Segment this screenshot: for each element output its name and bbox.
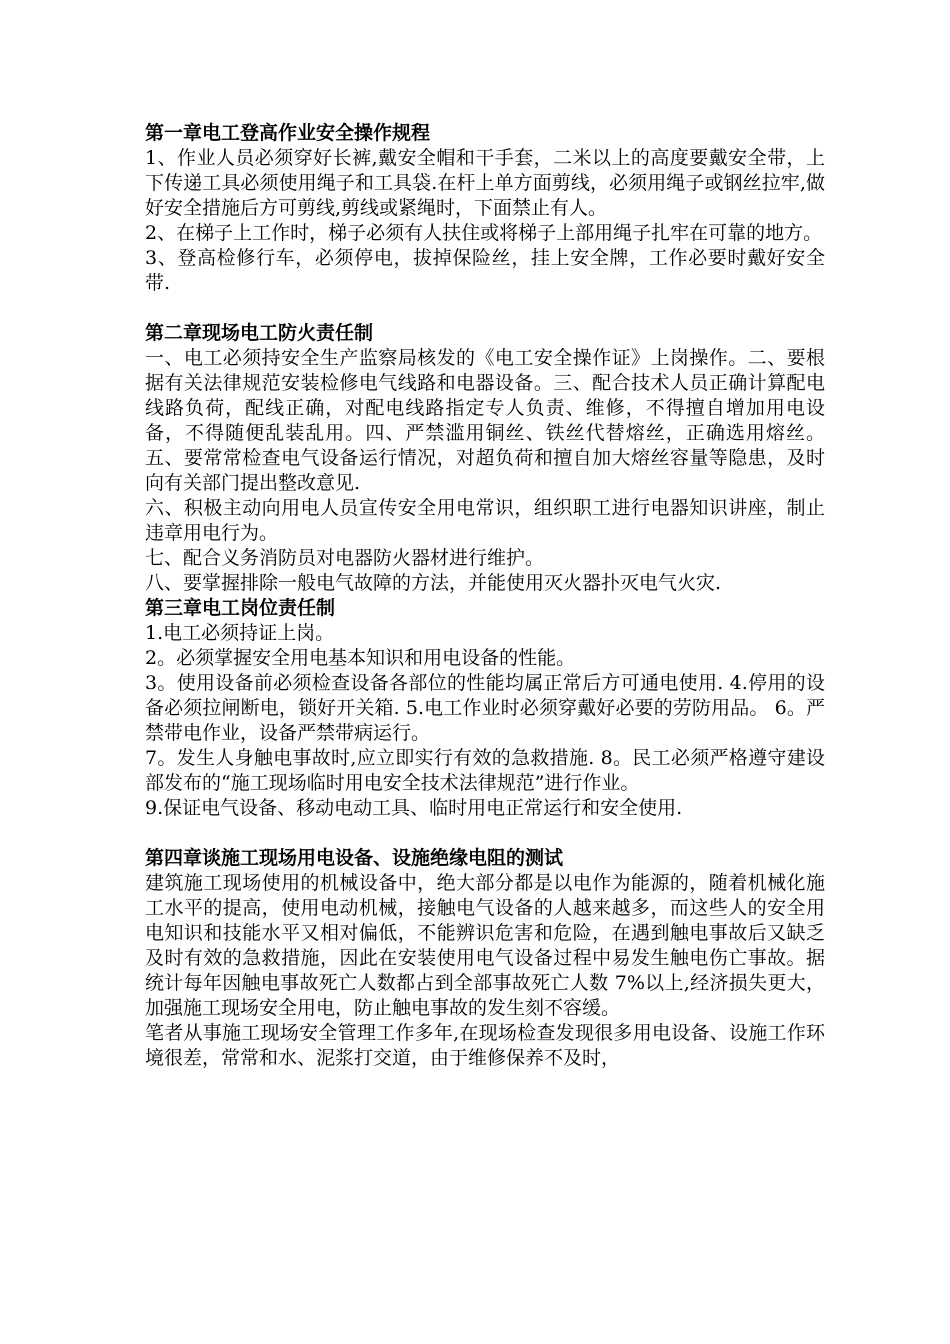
paragraph: 7。发生人身触电事故时,应立即实行有效的急救措施. 8。民工必须严格遵守建设部发布的“施工现场临时用电安全技术法律规范”进行作业。 [145,747,825,794]
paragraph: 2。必须掌握安全用电基本知识和用电设备的性能。 [145,647,576,669]
blank-line [145,296,825,321]
paragraph: 笔者从事施工现场安全管理工作多年,在现场检查发现很多用电设备、设施工作环境很差，常常和水、泥浆打交道，由于维修保养不及时， [145,1022,825,1069]
paragraph: 1、作业人员必须穿好长裤,戴安全帽和干手套，二米以上的高度要戴安全带，上下传递工具必须使用绳子和工具袋.在杆上单方面剪线，必须用绳子或钢丝拉牢,做好安全措施后方可剪线,剪线或紧绳时，下面禁止有人。 [145,147,825,219]
paragraph: 3、登高检修行车，必须停电，拔掉保险丝，挂上安全牌，工作必要时戴好安全带. [145,247,825,294]
paragraph: 9.保证电气设备、移动电动工具、临时用电正常运行和安全使用. [145,797,683,819]
chapter-title: 第三章电工岗位责任制 [145,597,336,619]
paragraph: 六、积极主动向用电人员宣传安全用电常识，组织职工进行电器知识讲座，制止违章用电行为。 [145,497,825,544]
paragraph: 3。使用设备前必须检查设备各部位的性能均属正常后方可通电使用. 4.停用的设备必须拉闸断电，锁好开关箱. 5.电工作业时必须穿戴好必要的劳防用品。 6。严禁带电作业，设备严禁带病运行。 [145,672,825,744]
paragraph: 1.电工必须持证上岗。 [145,622,335,644]
chapter-title: 第一章电工登高作业安全操作规程 [145,122,431,144]
chapter-title: 第二章现场电工防火责任制 [145,322,374,344]
chapter-1 [145,121,825,296]
paragraph: 七、配合义务消防员对电器防火器材进行维护。 [145,547,545,569]
chapter-2 [145,321,825,596]
paragraph: 2、在梯子上工作时，梯子必须有人扶住或将梯子上部用绳子扎牢在可靠的地方。 [145,222,823,244]
chapter-3 [145,596,825,821]
blank-line [145,821,825,846]
chapter-4 [145,846,825,1071]
document-page [145,121,825,1071]
chapter-title: 第四章谈施工现场用电设备、设施绝缘电阻的测试 [145,847,564,869]
paragraph: 建筑施工现场使用的机械设备中，绝大部分都是以电作为能源的，随着机械化施工水平的提高，使用电动机械，接触电气设备的人越来越多，而这些人的安全用电知识和技能水平又相对偏低，不能辨识危害和危险，在遇到触电事故后又缺乏及时有效的急救措施，因此在安装使用电气设备过程中易发生触电伤亡事故。据统计每年因触电事故死亡人数都占到全部事故死亡人数 7%以上,经济损失更大，加强施工现场安全用电，防止触电事故的发生刻不容缓。 [145,872,825,1019]
paragraph: 一、电工必须持安全生产监察局核发的《电工安全操作证》上岗操作。二、要根据有关法律规范安装检修电气线路和电器设备。三、配合技术人员正确计算配电线路负荷，配线正确，对配电线路指定专人负责、维修，不得擅自增加用电设备，不得随便乱装乱用。四、严禁滥用铜丝、铁丝代替熔丝，正确选用熔丝。五、要常常检查电气设备运行情况，对超负荷和擅自加大熔丝容量等隐患，及时向有关部门提出整改意见. [145,347,825,494]
paragraph: 八、要掌握排除一般电气故障的方法，并能使用灭火器扑灭电气火灾. [145,572,722,594]
